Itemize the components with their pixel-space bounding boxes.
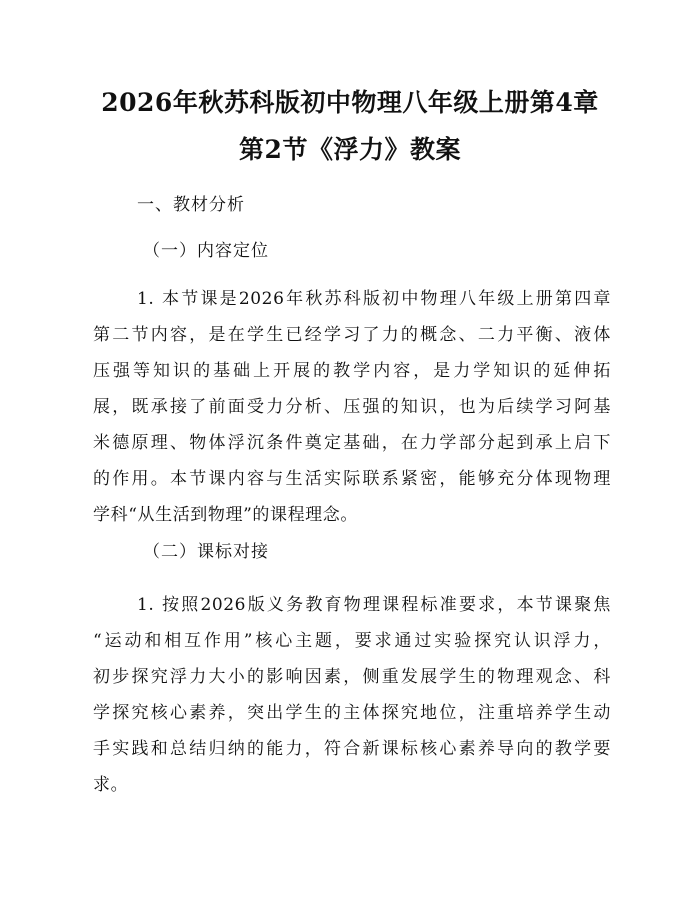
paragraph-line: 1. 本节课是2026年秋苏科版初中物理八年级上册第四章 xyxy=(137,289,611,309)
paragraph-line: 1. 按照2026版义务教育物理课程标准要求，本节课聚焦 xyxy=(137,595,611,615)
paragraph-content-positioning xyxy=(93,281,611,533)
subsection-heading-curriculum-alignment: （二）课标对接 xyxy=(143,542,269,562)
section-heading-textbook-analysis: 一、教材分析 xyxy=(137,195,245,215)
document-title-line-2: 第2节《浮力》教案 xyxy=(239,135,461,164)
paragraph-line: 展，既承接了前面受力分析、压强的知识，也为后续学习阿基 xyxy=(93,397,611,417)
paragraph-line: 手实践和总结归纳的能力，符合新课标核心素养导向的教学要 xyxy=(93,739,611,759)
paragraph-line: 压强等知识的基础上开展的教学内容，是力学知识的延伸拓 xyxy=(93,361,611,381)
document-title-line-1: 2026年秋苏科版初中物理八年级上册第4章 xyxy=(101,88,599,117)
paragraph-line: 求。 xyxy=(93,775,129,795)
paragraph-line: 学探究核心素养，突出学生的主体探究地位，注重培养学生动 xyxy=(93,703,611,723)
paragraph-line: 初步探究浮力大小的影响因素，侧重发展学生的物理观念、科 xyxy=(93,667,611,687)
paragraph-curriculum-alignment xyxy=(93,587,611,803)
subsection-heading-content-positioning: （一）内容定位 xyxy=(143,241,269,261)
paragraph-line: 学科“从生活到物理”的课程理念。 xyxy=(93,505,358,525)
paragraph-line: “运动和相互作用”核心主题，要求通过实验探究认识浮力， xyxy=(93,631,611,651)
paragraph-line: 米德原理、物体浮沉条件奠定基础，在力学部分起到承上启下 xyxy=(93,433,611,453)
paragraph-line: 第二节内容，是在学生已经学习了力的概念、二力平衡、液体 xyxy=(93,325,611,345)
paragraph-line: 的作用。本节课内容与生活实际联系紧密，能够充分体现物理 xyxy=(93,469,611,489)
